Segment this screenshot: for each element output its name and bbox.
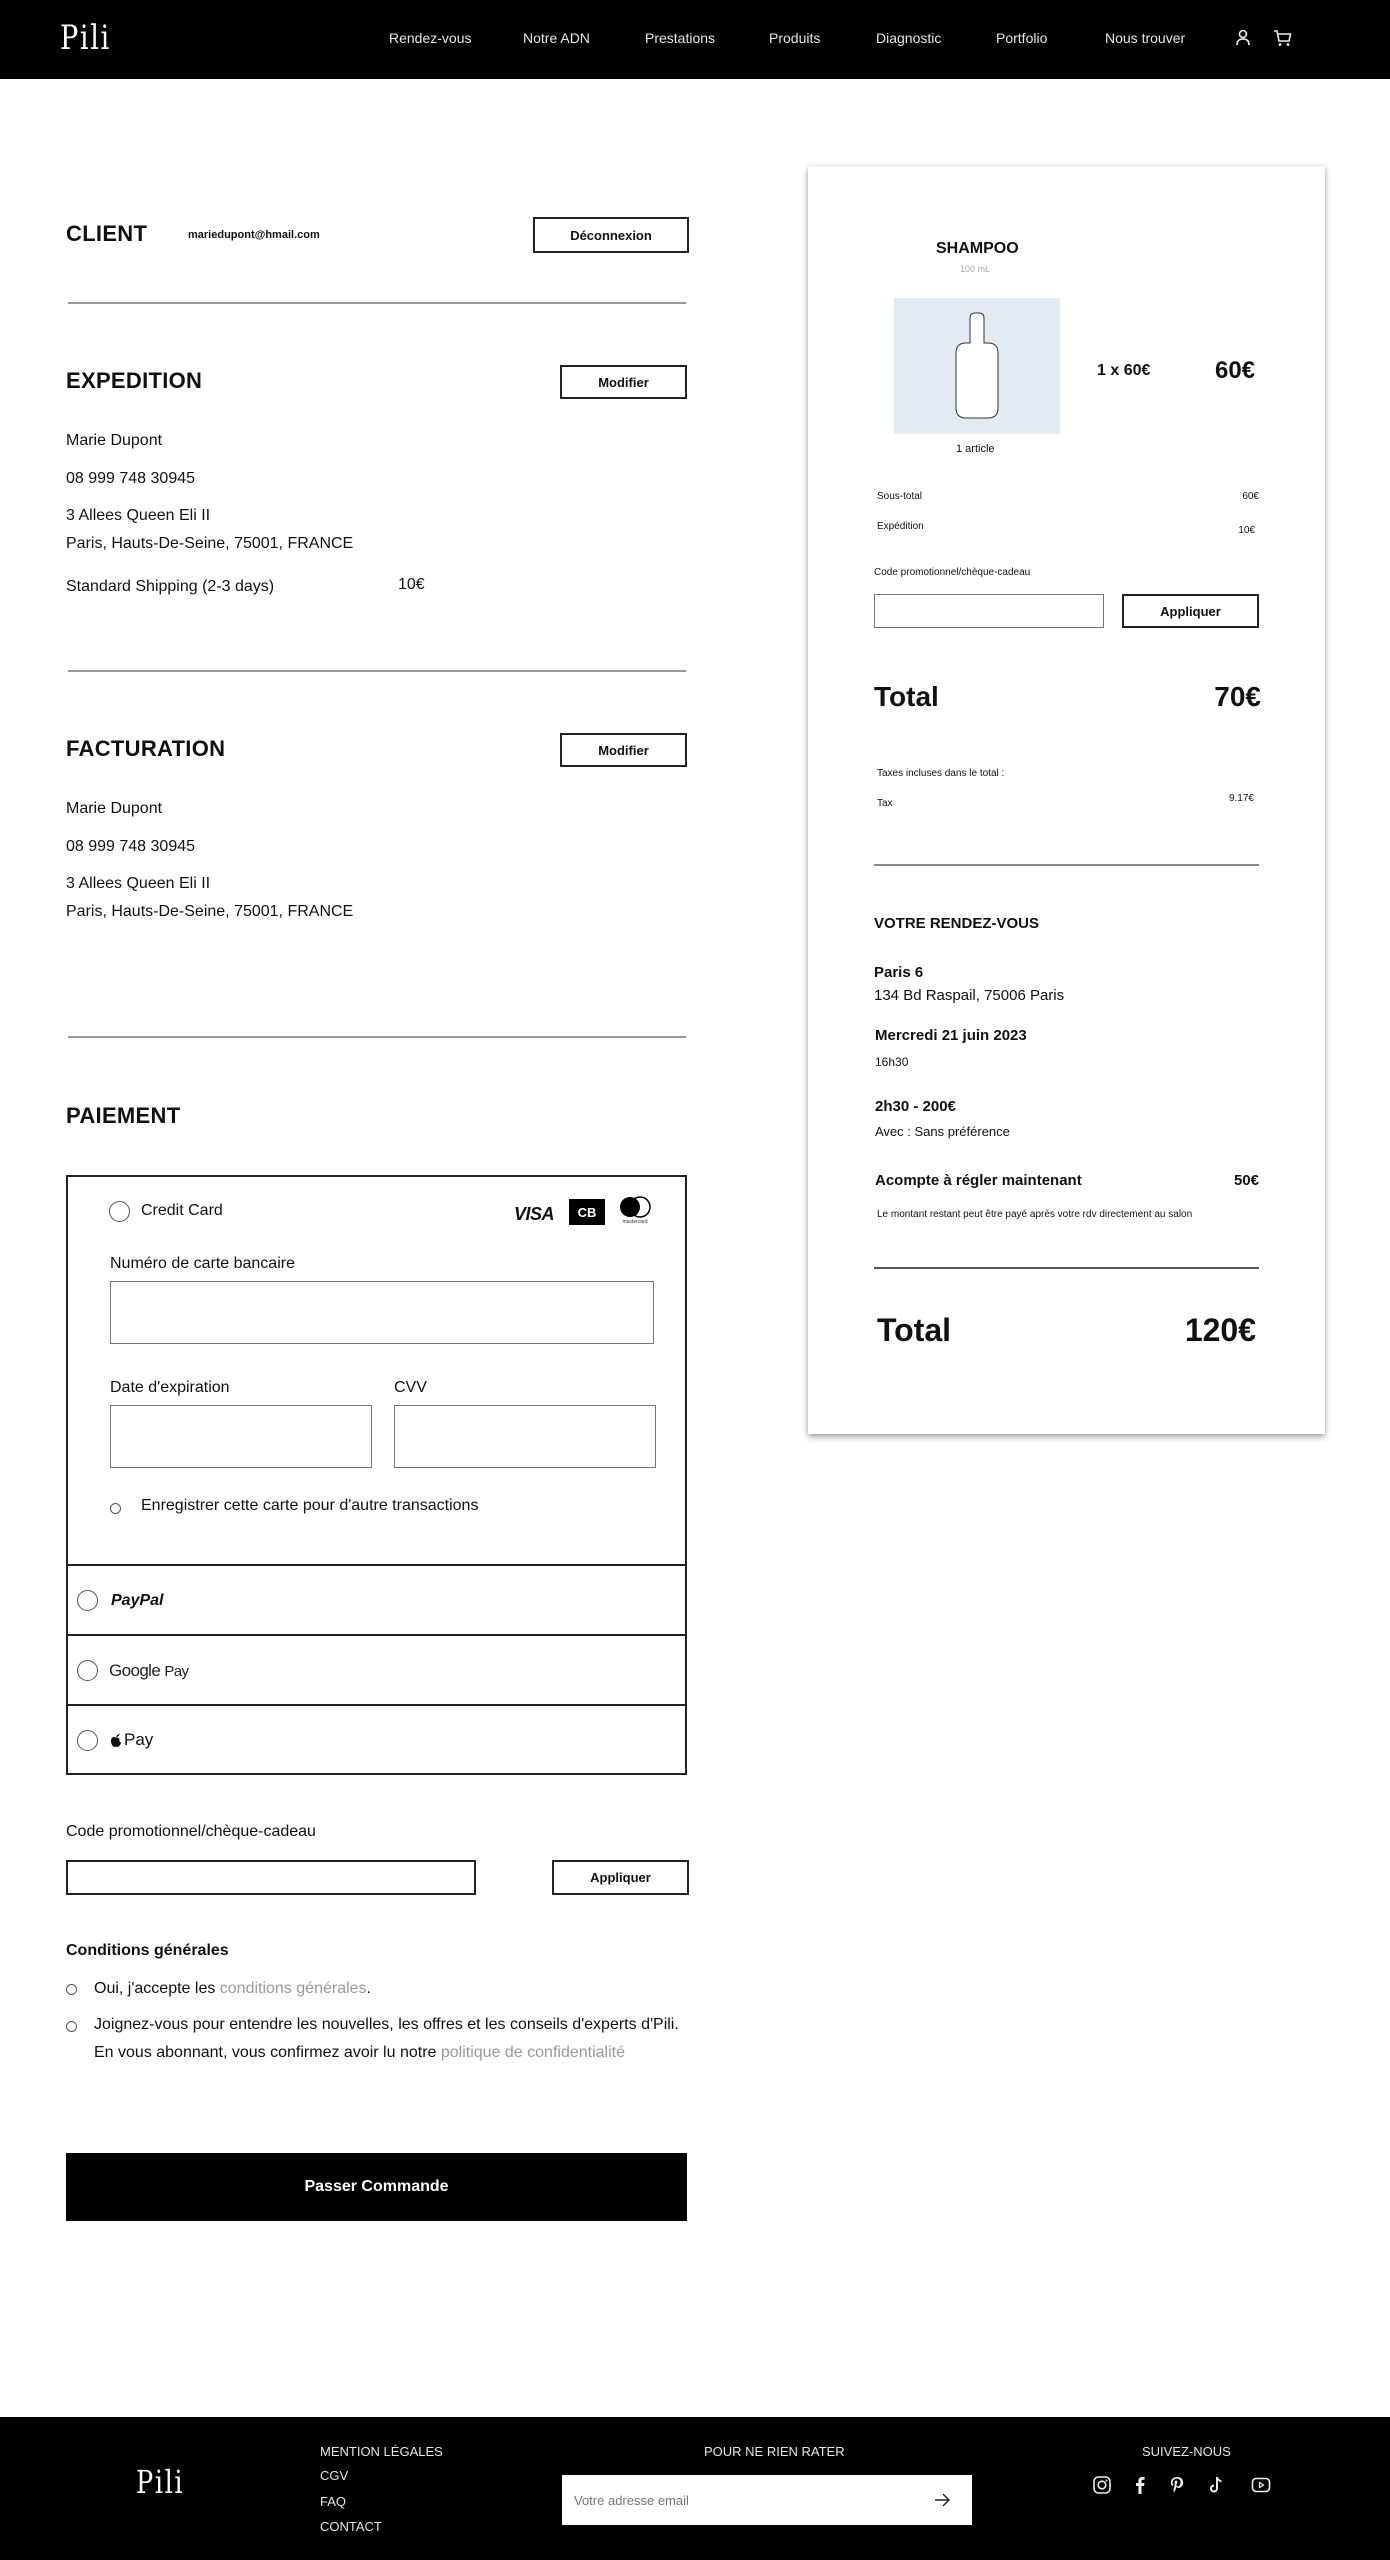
tax-label: Tax bbox=[877, 798, 893, 809]
credit-card-radio[interactable] bbox=[109, 1201, 130, 1222]
facebook-icon[interactable] bbox=[1129, 2474, 1151, 2496]
total-label: Total bbox=[874, 681, 939, 712]
product-size: 100 mL bbox=[960, 264, 991, 274]
apple-icon bbox=[110, 1733, 122, 1748]
taxes-label: Taxes incluses dans le total : bbox=[877, 768, 1005, 779]
newsletter-email-input[interactable] bbox=[562, 2475, 922, 2525]
grand-total-label: Total bbox=[877, 1312, 952, 1348]
cvv-input[interactable] bbox=[394, 1405, 656, 1468]
product-image bbox=[894, 298, 1060, 434]
tiktok-icon[interactable] bbox=[1205, 2474, 1227, 2496]
subtotal-label: Sous-total bbox=[877, 491, 923, 502]
conditions-title: Conditions générales bbox=[66, 1942, 229, 1959]
arrow-right-icon[interactable] bbox=[934, 2492, 950, 2508]
summary-promo-apply-button[interactable]: Appliquer bbox=[1122, 594, 1259, 628]
credit-card-label: Credit Card bbox=[141, 1202, 223, 1219]
rdv-time: 16h30 bbox=[875, 1055, 909, 1069]
paypal-option[interactable] bbox=[68, 1564, 685, 1634]
mastercard-icon: mastercard bbox=[617, 1195, 653, 1229]
nav-link-prestations[interactable]: Prestations bbox=[645, 30, 716, 46]
rdv-title: VOTRE RENDEZ-VOUS bbox=[874, 915, 1040, 932]
footer-link-mentions[interactable]: MENTION LÉGALES bbox=[320, 2444, 443, 2459]
card-number-input[interactable] bbox=[110, 1281, 654, 1344]
promo-input[interactable] bbox=[66, 1860, 476, 1895]
facturation-address-line2: Paris, Hauts-De-Seine, 75001, FRANCE bbox=[66, 903, 354, 920]
grand-total-value: 120€ bbox=[1184, 1312, 1256, 1348]
promo-label: Code promotionnel/chèque-cadeau bbox=[66, 1823, 316, 1840]
nav-link-nous-trouver[interactable]: Nous trouver bbox=[1105, 30, 1186, 46]
nav-link-diagnostic[interactable]: Diagnostic bbox=[876, 30, 942, 46]
deposit-label: Acompte à régler maintenant bbox=[875, 1172, 1082, 1189]
follow-title: SUIVEZ-NOUS bbox=[1142, 2444, 1231, 2459]
footer-logo: Pili bbox=[136, 2463, 185, 2501]
terms-link[interactable]: conditions générales bbox=[219, 1980, 367, 1997]
footer-link-faq[interactable]: FAQ bbox=[320, 2494, 347, 2509]
expedition-title: EXPEDITION bbox=[66, 368, 203, 393]
cvv-label: CVV bbox=[394, 1379, 427, 1396]
divider bbox=[874, 864, 1259, 866]
expiry-input[interactable] bbox=[110, 1405, 372, 1468]
order-summary-card bbox=[808, 166, 1325, 1434]
summary-promo-input[interactable] bbox=[874, 594, 1104, 628]
nav-link-rendez-vous[interactable]: Rendez-vous bbox=[389, 30, 472, 46]
salon-name: Paris 6 bbox=[874, 964, 924, 981]
applepay-option[interactable] bbox=[68, 1704, 685, 1773]
shipping-value: 10€ bbox=[1238, 525, 1255, 536]
newsletter-text-line2: En vous abonnant, vous confirmez avoir lu notre politique de confidentialité bbox=[94, 2044, 625, 2061]
total-value: 70€ bbox=[1214, 681, 1261, 712]
promo-apply-button[interactable]: Appliquer bbox=[552, 1860, 689, 1895]
divider bbox=[68, 302, 686, 304]
newsletter-form bbox=[562, 2475, 972, 2525]
top-nav bbox=[0, 0, 1390, 79]
paypal-radio[interactable] bbox=[77, 1590, 98, 1611]
product-name: SHAMPOO bbox=[936, 240, 1019, 257]
accept-terms-text: Oui, j'accepte les conditions générales. bbox=[94, 1980, 371, 1997]
logout-button[interactable]: Déconnexion bbox=[533, 217, 689, 253]
place-order-button[interactable]: Passer Commande bbox=[66, 2153, 687, 2221]
rdv-with: Avec : Sans préférence bbox=[875, 1124, 1010, 1139]
edit-expedition-button[interactable]: Modifier bbox=[560, 365, 687, 399]
footer-link-cgv[interactable]: CGV bbox=[320, 2468, 349, 2483]
line-total: 60€ bbox=[1215, 357, 1256, 384]
accept-terms-radio[interactable] bbox=[66, 1984, 77, 1995]
rdv-duration-price: 2h30 - 200€ bbox=[875, 1098, 956, 1115]
facturation-phone: 08 999 748 30945 bbox=[66, 838, 196, 855]
rdv-date: Mercredi 21 juin 2023 bbox=[875, 1027, 1027, 1044]
googlepay-radio[interactable] bbox=[77, 1660, 98, 1681]
newsletter-text-line1: Joignez-vous pour entendre les nouvelles, les offres et les conseils d'experts d'Pili. bbox=[94, 2016, 679, 2033]
instagram-icon[interactable] bbox=[1091, 2474, 1113, 2496]
visa-icon: VISA bbox=[514, 1204, 555, 1224]
paypal-logo: PayPal bbox=[111, 1592, 164, 1609]
user-icon[interactable] bbox=[1233, 28, 1253, 48]
client-email: mariedupont@hmail.com bbox=[188, 229, 320, 241]
expedition-phone: 08 999 748 30945 bbox=[66, 470, 196, 487]
applepay-logo: Pay bbox=[124, 1730, 154, 1749]
expiry-label: Date d'expiration bbox=[110, 1379, 230, 1396]
subtotal-value: 60€ bbox=[1242, 491, 1259, 502]
paiement-title: PAIEMENT bbox=[66, 1103, 181, 1128]
deposit-value: 50€ bbox=[1233, 1172, 1259, 1189]
newsletter-radio[interactable] bbox=[66, 2021, 77, 2032]
save-card-label: Enregistrer cette carte pour d'autre transactions bbox=[141, 1497, 479, 1514]
article-count: 1 article bbox=[956, 443, 995, 455]
googlepay-logo: Google Pay bbox=[109, 1661, 189, 1680]
facturation-title: FACTURATION bbox=[66, 736, 226, 761]
pinterest-icon[interactable] bbox=[1166, 2474, 1188, 2496]
applepay-radio[interactable] bbox=[77, 1730, 98, 1751]
cb-icon: CB bbox=[569, 1199, 605, 1225]
brand-logo[interactable]: Pili bbox=[60, 18, 111, 58]
summary-promo-label: Code promotionnel/chèque-cadeau bbox=[874, 567, 1031, 578]
shipping-label: Expédition bbox=[877, 521, 924, 532]
salon-address: 134 Bd Raspail, 75006 Paris bbox=[874, 987, 1065, 1004]
remaining-note: Le montant restant peut être payé après votre rdv directement au salon bbox=[877, 1209, 1193, 1220]
edit-facturation-button[interactable]: Modifier bbox=[560, 733, 687, 767]
divider bbox=[874, 1267, 1259, 1269]
quantity-price: 1 x 60€ bbox=[1097, 362, 1151, 379]
nav-link-portfolio[interactable]: Portfolio bbox=[996, 30, 1048, 46]
shipping-method: Standard Shipping (2-3 days) bbox=[66, 578, 275, 595]
newsletter-title: POUR NE RIEN RATER bbox=[704, 2444, 845, 2459]
nav-link-produits[interactable]: Produits bbox=[769, 30, 821, 46]
expedition-address-line2: Paris, Hauts-De-Seine, 75001, FRANCE bbox=[66, 535, 354, 552]
shipping-price: 10€ bbox=[398, 576, 425, 593]
footer-link-contact[interactable]: CONTACT bbox=[320, 2519, 382, 2534]
googlepay-option[interactable] bbox=[68, 1634, 685, 1704]
divider bbox=[68, 670, 686, 672]
facturation-name: Marie Dupont bbox=[66, 800, 163, 817]
cart-icon[interactable] bbox=[1273, 28, 1293, 48]
nav-link-notre-adn[interactable]: Notre ADN bbox=[523, 30, 590, 46]
facturation-address-line1: 3 Allees Queen Eli II bbox=[66, 875, 211, 892]
divider bbox=[68, 1036, 686, 1038]
expedition-address-line1: 3 Allees Queen Eli II bbox=[66, 507, 211, 524]
youtube-icon[interactable] bbox=[1250, 2474, 1272, 2496]
privacy-link[interactable]: politique de confidentialité bbox=[440, 2044, 625, 2061]
save-card-radio[interactable] bbox=[110, 1503, 121, 1514]
tax-value: 9.17€ bbox=[1228, 793, 1254, 804]
card-number-label: Numéro de carte bancaire bbox=[110, 1255, 295, 1272]
expedition-name: Marie Dupont bbox=[66, 432, 163, 449]
payment-methods bbox=[66, 1175, 687, 1775]
client-title: CLIENT bbox=[66, 221, 148, 246]
